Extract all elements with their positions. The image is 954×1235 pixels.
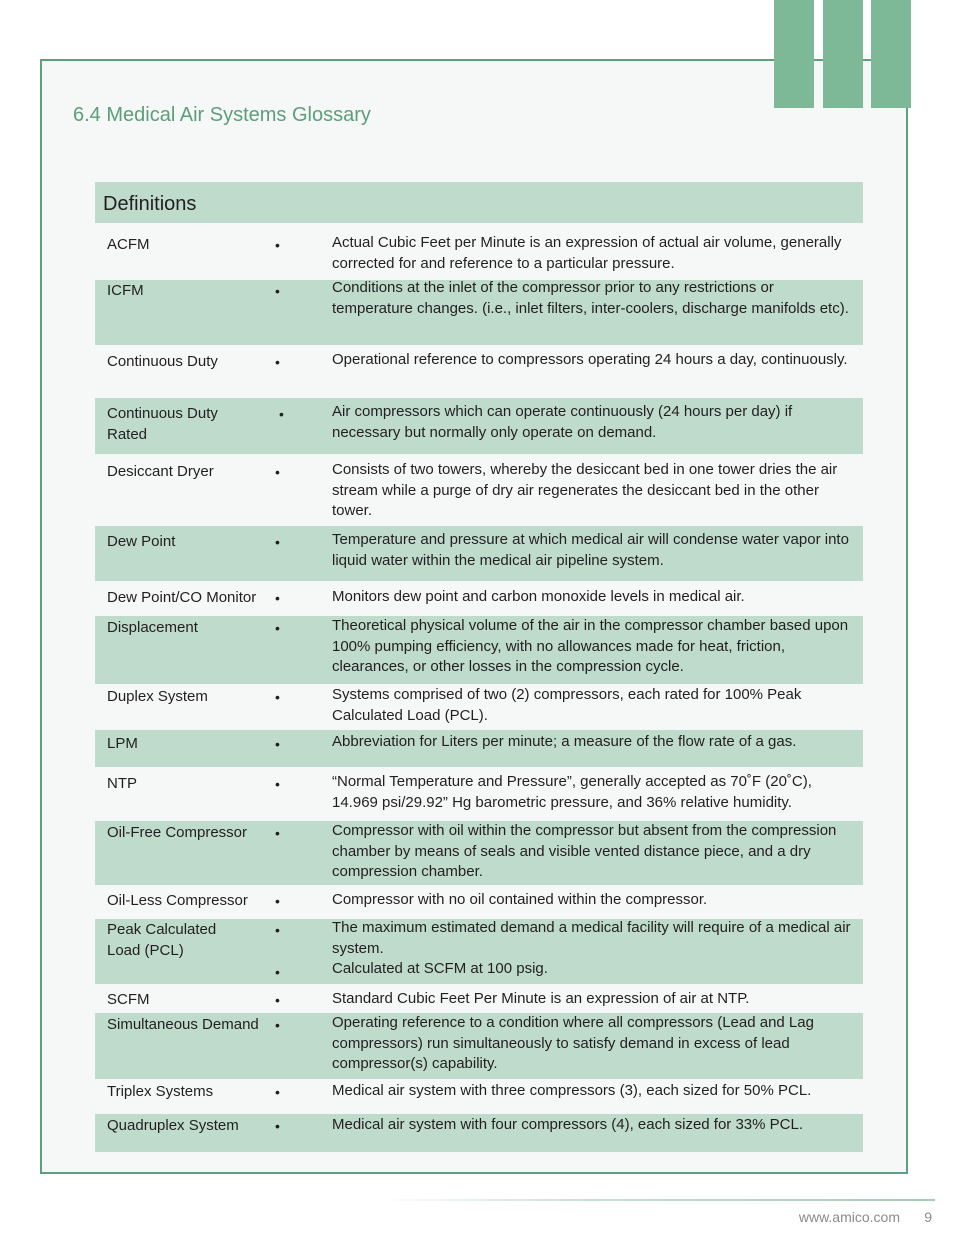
table-row: [95, 919, 863, 984]
row-bullet: •: [275, 590, 280, 606]
row-definition: Actual Cubic Feet per Minute is an expression of actual air volume, generally corrected for and reference to a particular pressure.: [332, 234, 842, 272]
row-definition: Medical air system with four compressors (4), each sized for 33% PCL.: [332, 1116, 803, 1133]
row-definition-main: The maximum estimated demand a medical facility will require of a medical air system.: [332, 919, 851, 957]
table-heading: Definitions: [95, 182, 863, 223]
table-row: [95, 223, 863, 280]
row-term: Displacement: [107, 619, 198, 636]
row-term: Oil-Free Compressor: [107, 824, 248, 841]
footer-divider: [380, 1199, 935, 1201]
decorative-tab-3: [871, 0, 911, 108]
definitions-table: [95, 182, 863, 1150]
row-definition: Temperature and pressure at which medical air will condense water vapor into liquid water within the medical air pipeline system.: [332, 531, 849, 569]
footer-url[interactable]: www.amico.com: [798, 1209, 900, 1225]
row-bullet: •: [275, 1084, 280, 1100]
page-number: 9: [924, 1209, 932, 1225]
row-definition-extra: Calculated at SCFM at 100 psig.: [332, 960, 548, 977]
section-title: 6.4 Medical Air Systems Glossary: [73, 104, 371, 126]
row-bullet: •: [275, 464, 280, 480]
table-row: [95, 1013, 863, 1079]
decorative-tab-2: [823, 0, 863, 108]
row-term: Continuous Duty Rated: [107, 405, 218, 443]
row-definition: “Normal Temperature and Pressure”, generally accepted as 70˚F (20˚C), 14.969 psi/29.92” Hg barometric pressure, and 36% relative humidity.: [332, 773, 812, 811]
table-row: [95, 280, 863, 345]
row-term: SCFM: [107, 991, 150, 1008]
row-definition: Medical air system with three compressors (3), each sized for 50% PCL.: [332, 1082, 812, 1099]
table-row: [95, 1079, 863, 1114]
row-bullet: •: [279, 406, 284, 422]
table-row: [95, 767, 863, 821]
row-bullet: •: [275, 1118, 280, 1134]
row-definition: Operating reference to a condition where all compressors (Lead and Lag compressors) run simultaneously to satisfy demand in excess of lead compressor(s) capability.: [332, 1014, 814, 1072]
table-row: [95, 730, 863, 767]
row-bullet: •: [275, 825, 280, 841]
row-definition: Standard Cubic Feet Per Minute is an expression of air at NTP.: [332, 990, 750, 1007]
row-term: Oil-Less Compressor: [107, 892, 248, 909]
row-definition: [332, 918, 854, 980]
row-definition: Theoretical physical volume of the air in the compressor chamber based upon 100% pumping efficiency, with no allowances made for heat, friction, clearances, or other losses in the compression cycle.: [332, 617, 849, 675]
row-bullet: •: [275, 283, 280, 299]
table-row: [95, 616, 863, 684]
row-bullet: •: [275, 354, 280, 370]
row-definition: Systems comprised of two (2) compressors, each rated for 100% Peak Calculated Load (PCL).: [332, 686, 802, 724]
row-bullet: • •: [275, 922, 280, 980]
table-row: [95, 984, 863, 1013]
row-term: Quadruplex System: [107, 1117, 239, 1134]
row-bullet: •: [275, 776, 280, 792]
row-bullet: •: [275, 620, 280, 636]
table-row: [95, 398, 863, 454]
row-bullet: •: [275, 1017, 280, 1033]
row-definition: Consists of two towers, whereby the desiccant bed in one tower dries the air stream while a purge of dry air regenerates the desiccant bed in the other tower.: [332, 461, 838, 519]
table-row: [95, 454, 863, 526]
row-term: Dew Point/CO Monitor: [107, 589, 257, 606]
row-definition: Compressor with no oil contained within the compressor.: [332, 891, 708, 908]
table-row: [95, 885, 863, 919]
row-definition: Operational reference to compressors operating 24 hours a day, continuously.: [332, 351, 848, 368]
row-term: Peak Calculated Load (PCL): [107, 921, 217, 959]
row-definition: Monitors dew point and carbon monoxide levels in medical air.: [332, 588, 745, 605]
table-row: [95, 821, 863, 885]
table-row: [95, 581, 863, 616]
row-bullet: •: [275, 992, 280, 1008]
row-definition: Conditions at the inlet of the compressor prior to any restrictions or temperature changes. (i.e., inlet filters, inter-coolers, discharge manifolds etc).: [332, 279, 849, 317]
row-bullet: •: [275, 893, 280, 909]
row-bullet: •: [275, 237, 280, 253]
row-term: Triplex Systems: [107, 1083, 214, 1100]
row-term: Dew Point: [107, 533, 176, 550]
row-term: Continuous Duty: [107, 353, 218, 370]
table-row: [95, 684, 863, 730]
row-term: Desiccant Dryer: [107, 463, 214, 480]
row-term: Duplex System: [107, 688, 208, 705]
row-definition: Abbreviation for Liters per minute; a measure of the flow rate of a gas.: [332, 733, 797, 750]
row-bullet: •: [275, 689, 280, 705]
row-bullet: •: [275, 736, 280, 752]
row-bullet: •: [275, 534, 280, 550]
row-term: LPM: [107, 735, 138, 752]
row-term: NTP: [107, 775, 137, 792]
row-definition: Compressor with oil within the compressor but absent from the compression chamber by means of seals and visible vented distance piece, and a dry compression chamber.: [332, 822, 837, 880]
row-term: ACFM: [107, 236, 150, 253]
table-row: [95, 345, 863, 398]
row-term: ICFM: [107, 282, 144, 299]
row-term: Simultaneous Demand: [107, 1016, 259, 1033]
row-definition: Air compressors which can operate continuously (24 hours per day) if necessary but normally only operate on demand.: [332, 403, 793, 441]
table-row: [95, 1114, 863, 1152]
decorative-tab-1: [774, 0, 814, 108]
table-row: [95, 526, 863, 581]
